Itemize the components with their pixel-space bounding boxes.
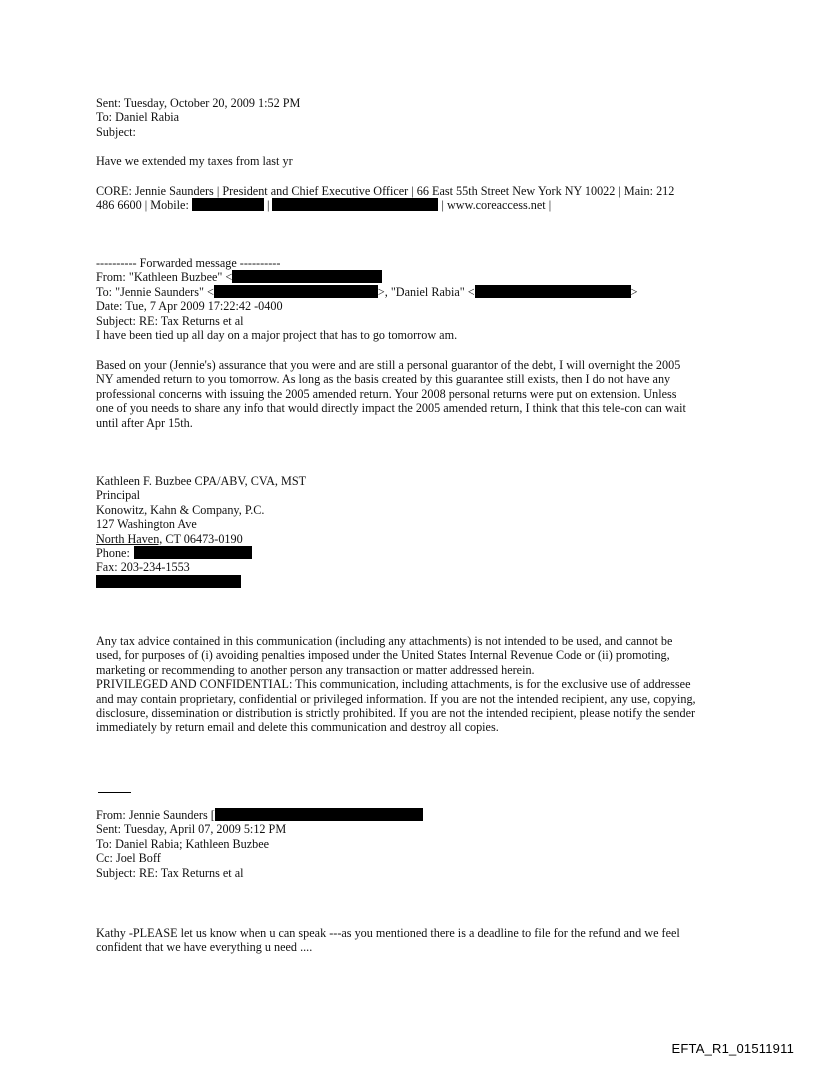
earlier-sent: Sent: Tuesday, April 07, 2009 5:12 PM [96,822,287,837]
redaction [214,285,378,298]
core-signature [96,184,736,213]
sig-city [96,532,736,546]
signature-main-mobile: 486 6600 | Mobile: [96,198,189,213]
redaction [272,198,438,211]
sig-phone [96,546,736,560]
disclaimer-line: Any tax advice contained in this communication (including any attachments) is not intended to be used, and cannot be [96,634,673,648]
forwarded-subject: Subject: RE: Tax Returns et al [96,313,244,328]
redaction [192,198,264,211]
document-id: EFTA_R1_01511911 [671,1041,794,1056]
disclaimer [96,634,736,735]
email-header [96,96,736,139]
to-end: > [630,284,638,299]
forwarded-to [96,285,736,299]
redaction [232,270,382,283]
to-middle: >, "Daniel Rabia" < [377,284,475,299]
paragraph-line: Based on your (Jennie's) assurance that you were and are still a personal guarantor of the debt, I will overnight the 2005 [96,358,681,372]
sig-company: Konowitz, Kahn & Company, P.C. [96,502,265,517]
message-body [96,154,736,168]
redaction [215,808,423,821]
forwarded-line: I have been tied up all day on a major project that has to go tomorrow am. [96,328,458,343]
paragraph-line: one of you needs to share any info that would directly impact the 2005 amended return, I think that this tele-con can wait [96,401,686,416]
signature-line-2 [96,198,736,212]
to-label: To: "Jennie Saunders" < [96,284,214,299]
kathleen-signature [96,474,736,589]
earlier-cc: Cc: Joel Boff [96,851,161,866]
signature-website: | www.coreaccess.net | [441,198,552,213]
from-label: From: Jennie Saunders [ [96,808,215,822]
earlier-from [96,808,736,822]
sig-fax: Fax: 203-234-1553 [96,560,190,575]
sig-email [96,575,736,589]
disclaimer-line: used, for purposes of (i) avoiding penalties imposed under the United States Internal Revenue Code or (ii) promoting, [96,648,670,663]
main-paragraph [96,358,736,430]
disclaimer-line: and may contain proprietary, confidential or privileged information. If you are not the intended recipient, any use, copying, [96,691,696,706]
closing-line: Kathy -PLEASE let us know when u can speak ---as you mentioned there is a deadline to file for the refund and we feel [96,926,680,940]
redaction [475,285,631,298]
forwarded-marker: ---------- Forwarded message ---------- [96,256,281,270]
forwarded-date: Date: Tue, 7 Apr 2009 17:22:42 -0400 [96,299,283,314]
sig-name: Kathleen F. Buzbee CPA/ABV, CVA, MST [96,474,307,488]
earlier-header [96,808,736,880]
redaction [134,546,252,559]
paragraph-line: professional concerns with issuing the 2005 amended return. Your 2008 personal returns were put on extension. Unless [96,386,677,401]
earlier-subject: Subject: RE: Tax Returns et al [96,865,244,880]
phone-label: Phone: [96,546,130,561]
separator: | [266,198,270,213]
sig-city-rest: CT 06473-0190 [162,531,243,546]
from-label: From: "Kathleen Buzbee" < [96,270,233,285]
forwarded-header [96,256,736,342]
sig-address: 127 Washington Ave [96,517,197,532]
paragraph-line: until after Apr 15th. [96,415,193,430]
divider [98,792,131,793]
sent-line: Sent: Tuesday, October 20, 2009 1:52 PM [96,96,301,110]
sig-city-underlined: North Haven, [96,531,163,546]
redaction [96,575,241,588]
signature-line-1: CORE: Jennie Saunders | President and Chief Executive Officer | 66 East 55th Street New York NY 10022 | Main: 212 [96,184,675,198]
body-text: Have we extended my taxes from last yr [96,154,293,168]
earlier-to: To: Daniel Rabia; Kathleen Buzbee [96,836,270,851]
to-line: To: Daniel Rabia [96,110,180,125]
subject-line: Subject: [96,124,136,139]
disclaimer-line: PRIVILEGED AND CONFIDENTIAL: This communication, including attachments, is for the exclusive use of addressee [96,677,691,692]
sig-title: Principal [96,488,141,503]
disclaimer-line: disclosure, dissemination or distribution is strictly prohibited. If you are not the intended recipient, please notify the sender [96,706,696,721]
disclaimer-line: immediately by return email and delete this communication and destroy all copies. [96,720,499,735]
forwarded-from [96,270,736,284]
paragraph-line: NY amended return to you tomorrow. As long as the basis created by this guarantee still exists, then I do not have any [96,372,671,387]
closing-line: confident that we have everything u need .... [96,940,313,955]
closing-message [96,926,736,955]
disclaimer-line: marketing or recommending to another person any transaction or matter addressed herein. [96,662,535,677]
